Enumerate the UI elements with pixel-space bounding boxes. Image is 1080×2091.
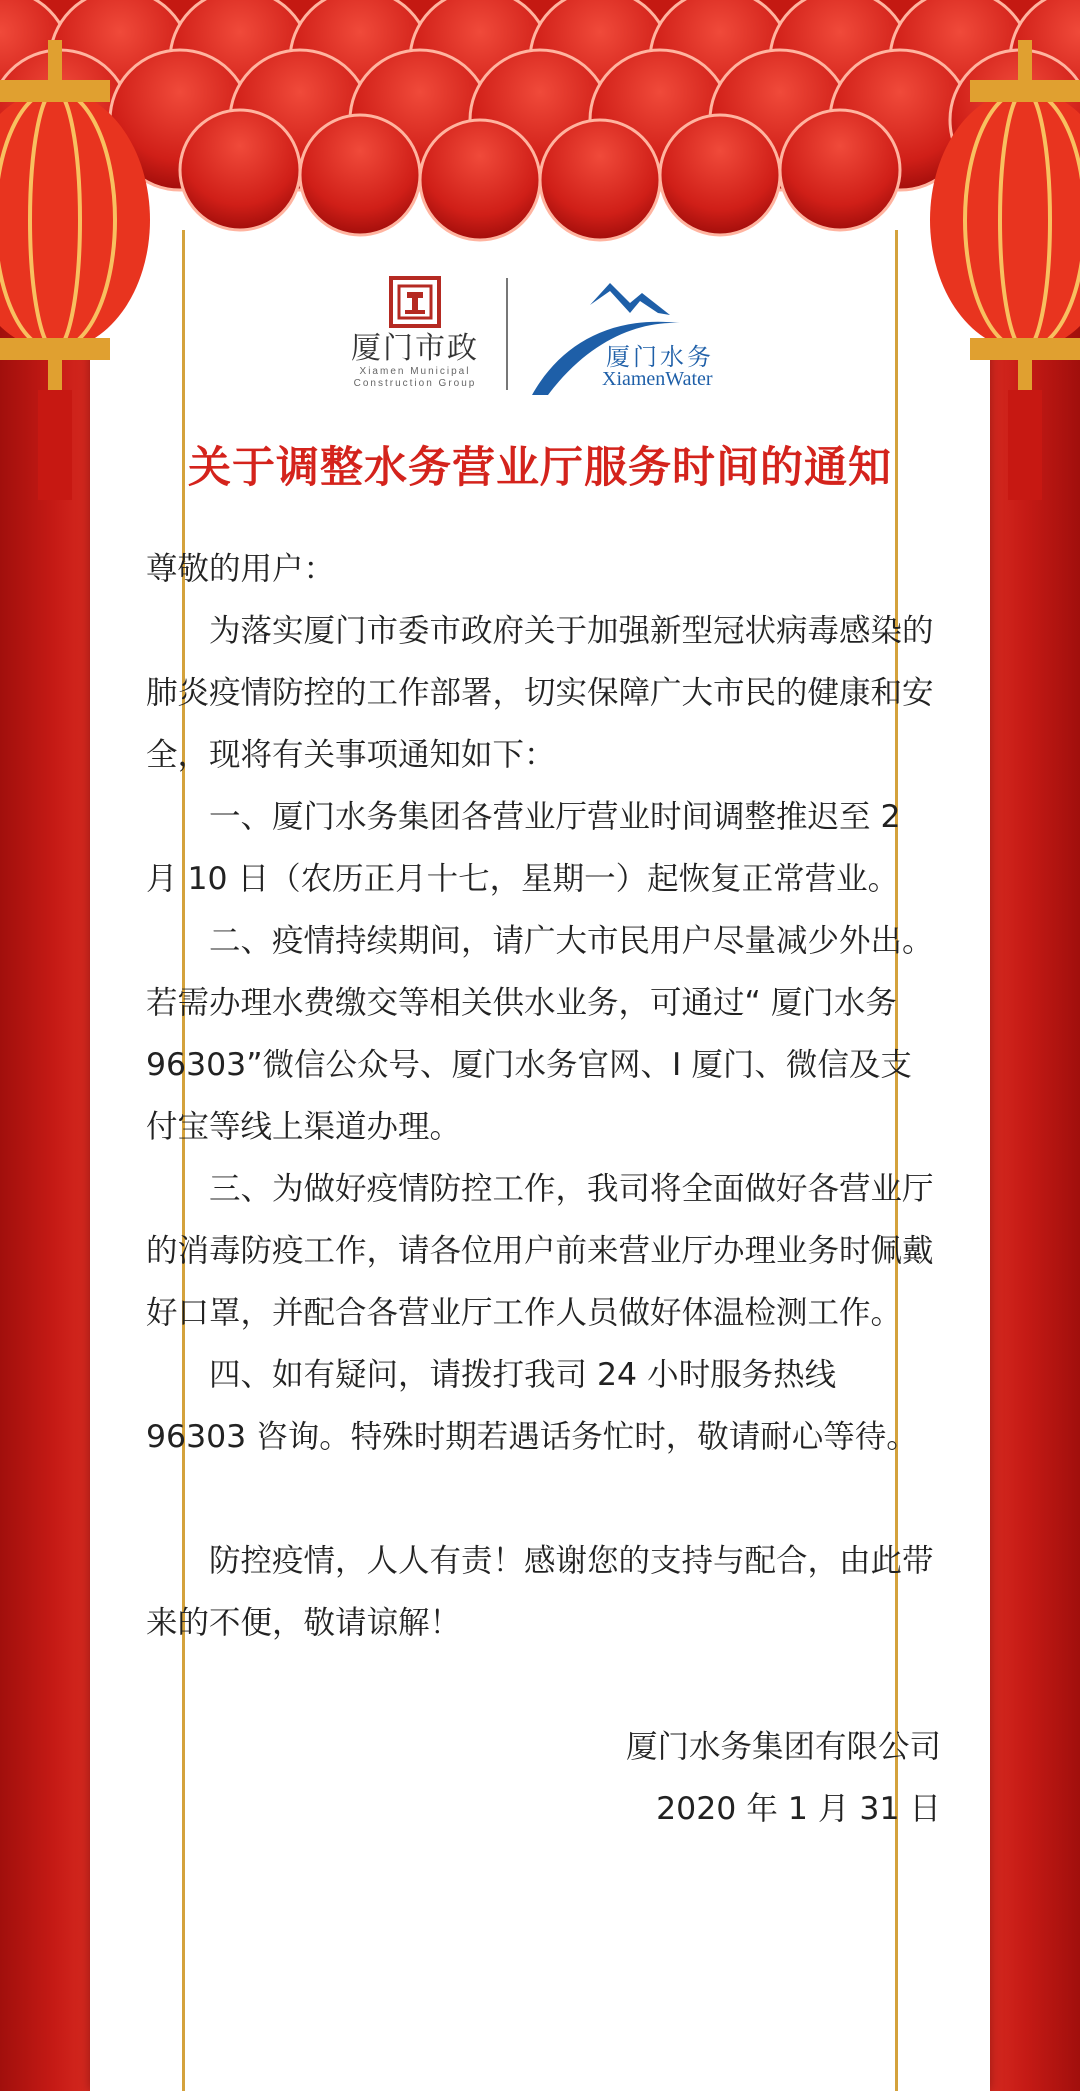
item-4-paragraph: 四、如有疑问，请拨打我司 24 小时服务热线 96303 咨询。特殊时期若遇话务忙时，敬请耐心等待。 [146, 1357, 918, 1455]
municipal-logo-name: 厦门市政 [351, 331, 479, 366]
spacer [146, 1468, 941, 1530]
notice-title: 关于调整水务营业厅服务时间的通知 [188, 443, 892, 493]
water-logo-name: 厦门水务 [606, 343, 714, 371]
intro-paragraph: 为落实厦门市委市政府关于加强新型冠状病毒感染的肺炎疫情防控的工作部署，切实保障广大市民的健康和安全，现将有关事项通知如下： [146, 613, 934, 773]
closing-paragraph: 防控疫情，人人有责！感谢您的支持与配合，由此带来的不便，敬请谅解！ [146, 1543, 934, 1641]
item-3-paragraph: 三、为做好疫情防控工作，我司将全面做好各营业厅的消毒防疫工作，请各位用户前来营业厅办理业务时佩戴好口罩，并配合各营业厅工作人员做好体温检测工作。 [146, 1171, 934, 1331]
water-logo-en: XiamenWater [602, 368, 713, 390]
spacer [146, 1654, 941, 1716]
red-curtain-decoration [0, 0, 1080, 300]
xiamen-water-logo [530, 270, 750, 400]
greeting: 尊敬的用户： [146, 551, 336, 587]
item-2-paragraph: 二、疫情持续期间，请广大市民用户尽量减少外出。若需办理水费缴交等相关供水业务，可通过“ 厦门水务 96303”微信公众号、厦门水务官网、I 厦门、微信及支付宝等线上渠道办理。 [146, 923, 934, 1145]
municipal-logo-en-line1: Xiamen Municipal [359, 366, 471, 377]
xiamen-municipal-logo [335, 270, 495, 400]
municipal-logo-en-line2: Construction Group [353, 378, 477, 389]
logo-divider [506, 278, 508, 390]
item-1-paragraph: 一、厦门水务集团各营业厅营业时间调整推迟至 2 月 10 日（农历正月十七，星期一）起恢复正常营业。 [146, 799, 901, 897]
notice-date: 2020 年 1 月 31 日 [656, 1791, 941, 1827]
municipal-seal-icon [389, 276, 441, 328]
company-signature: 厦门水务集团有限公司 [625, 1729, 941, 1765]
notice-body [146, 538, 941, 1840]
logo-bar [0, 270, 1080, 400]
